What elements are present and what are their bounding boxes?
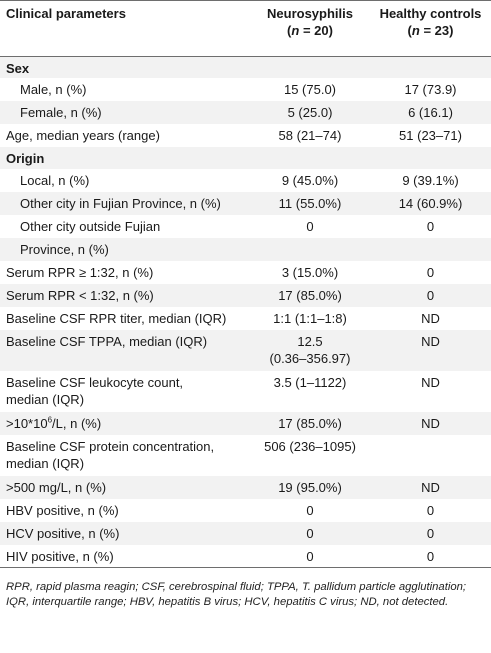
- neurosyphilis-value: 58 (21–74): [278, 127, 342, 143]
- parameter-label: Baseline CSF RPR titer, median (IQR): [6, 310, 227, 326]
- table-body: [0, 57, 491, 568]
- header-clinical-parameters: Clinical parameters: [6, 6, 126, 21]
- label-prefix: >10*10: [6, 415, 48, 431]
- parameter-label: HCV positive, n (%): [6, 525, 120, 541]
- neurosyphilis-value: 12.5 (0.36–356.97): [269, 333, 351, 366]
- parameter-label: Baseline CSF TPPA, median (IQR): [6, 333, 208, 349]
- table-row: [0, 330, 491, 371]
- table-row: [0, 522, 491, 545]
- neurosyphilis-value: 11 (55.0%): [278, 195, 342, 211]
- table-row: [0, 307, 491, 330]
- neurosyphilis-value: 15 (75.0): [283, 81, 337, 97]
- table-row: [0, 476, 491, 499]
- neurosyphilis-value: 0: [306, 502, 314, 518]
- healthy-controls-value: ND: [421, 415, 440, 431]
- table-row: [0, 238, 491, 261]
- healthy-controls-value: 9 (39.1%): [402, 172, 459, 188]
- neurosyphilis-value: [250, 238, 370, 261]
- section-label: Sex: [6, 61, 30, 76]
- table-row: [0, 192, 491, 215]
- table-row: [0, 124, 491, 147]
- section-row: [0, 147, 491, 169]
- healthy-controls-value: 0: [426, 264, 435, 280]
- table-row: [0, 412, 491, 435]
- neurosyphilis-value: 19 (95.0%): [278, 479, 342, 495]
- healthy-controls-value: 0: [426, 287, 435, 303]
- neurosyphilis-value: 17 (85.0%): [278, 287, 342, 303]
- neurosyphilis-value: 0: [306, 525, 314, 541]
- table-row: [0, 78, 491, 101]
- parameter-label: Baseline CSF protein concentration, median (IQR): [6, 438, 215, 471]
- healthy-controls-value: [370, 238, 491, 261]
- neurosyphilis-value: 3 (15.0%): [281, 264, 339, 280]
- healthy-controls-value: 17 (73.9): [404, 81, 457, 97]
- healthy-controls-value: 0: [426, 525, 435, 541]
- healthy-controls-value: 0: [426, 502, 435, 518]
- table-row: [0, 545, 491, 568]
- healthy-controls-value: ND: [421, 333, 440, 349]
- parameter-label: Serum RPR < 1:32, n (%): [6, 287, 154, 303]
- label-superscript: 6: [47, 415, 53, 425]
- table-row: [0, 215, 491, 238]
- parameter-label: HIV positive, n (%): [6, 548, 114, 564]
- parameter-label: [0, 412, 250, 435]
- parameter-label: Serum RPR ≥ 1:32, n (%): [6, 264, 154, 280]
- neurosyphilis-value: 3.5 (1–1122): [273, 374, 347, 390]
- neurosyphilis-value: 0: [306, 218, 314, 234]
- healthy-controls-value: ND: [421, 479, 440, 495]
- neurosyphilis-value: 1:1 (1:1–1:8): [273, 310, 347, 326]
- table-header: [0, 1, 491, 57]
- neurosyphilis-value: 506 (236–1095): [264, 438, 356, 454]
- parameter-label: >500 mg/L, n (%): [6, 479, 107, 495]
- healthy-controls-value: 14 (60.9%): [398, 195, 463, 211]
- header-neurosyphilis: Neurosyphilis (n = 20): [267, 6, 353, 38]
- healthy-controls-value: 51 (23–71): [399, 127, 462, 143]
- healthy-controls-value: ND: [421, 374, 440, 390]
- neurosyphilis-value: 0: [306, 548, 314, 564]
- healthy-controls-value: 0: [426, 218, 435, 234]
- healthy-controls-value: 6 (16.1): [408, 104, 453, 120]
- parameter-label: Other city outside Fujian: [20, 218, 161, 234]
- healthy-controls-value: ND: [421, 310, 440, 326]
- table-row: [0, 261, 491, 284]
- parameter-label: HBV positive, n (%): [6, 502, 119, 518]
- label-suffix: /L, n (%): [52, 415, 102, 431]
- section-row: [0, 57, 491, 78]
- parameter-label: Province, n (%): [20, 241, 109, 257]
- healthy-controls-value: [370, 435, 491, 476]
- parameter-label: Baseline CSF leukocyte count, median (IQR): [6, 374, 184, 407]
- table-row: [0, 169, 491, 192]
- table-footnote: RPR, rapid plasma reagin; CSF, cerebrospinal fluid; TPPA, T. pallidum particle agglutination; IQR, interquartile range; HBV, hepatitis B virus; HCV, hepatitis C virus; ND, not detected.: [6, 581, 467, 608]
- parameter-label: Age, median years (range): [6, 127, 160, 143]
- section-label: Origin: [6, 150, 45, 166]
- neurosyphilis-value: 5 (25.0): [287, 104, 333, 120]
- parameter-label: Local, n (%): [20, 172, 90, 188]
- neurosyphilis-value: 9 (45.0%): [281, 172, 339, 188]
- table-row: [0, 499, 491, 522]
- table-row: [0, 101, 491, 124]
- healthy-controls-value: 0: [426, 548, 435, 564]
- table-row: [0, 284, 491, 307]
- header-healthy-controls: Healthy controls (n = 23): [379, 6, 482, 38]
- neurosyphilis-value: 17 (85.0%): [278, 415, 342, 431]
- table-row: [0, 371, 491, 412]
- parameter-label: Other city in Fujian Province, n (%): [20, 195, 221, 211]
- parameter-label: Male, n (%): [20, 81, 87, 97]
- parameter-label: Female, n (%): [20, 104, 102, 120]
- table-row: [0, 435, 491, 476]
